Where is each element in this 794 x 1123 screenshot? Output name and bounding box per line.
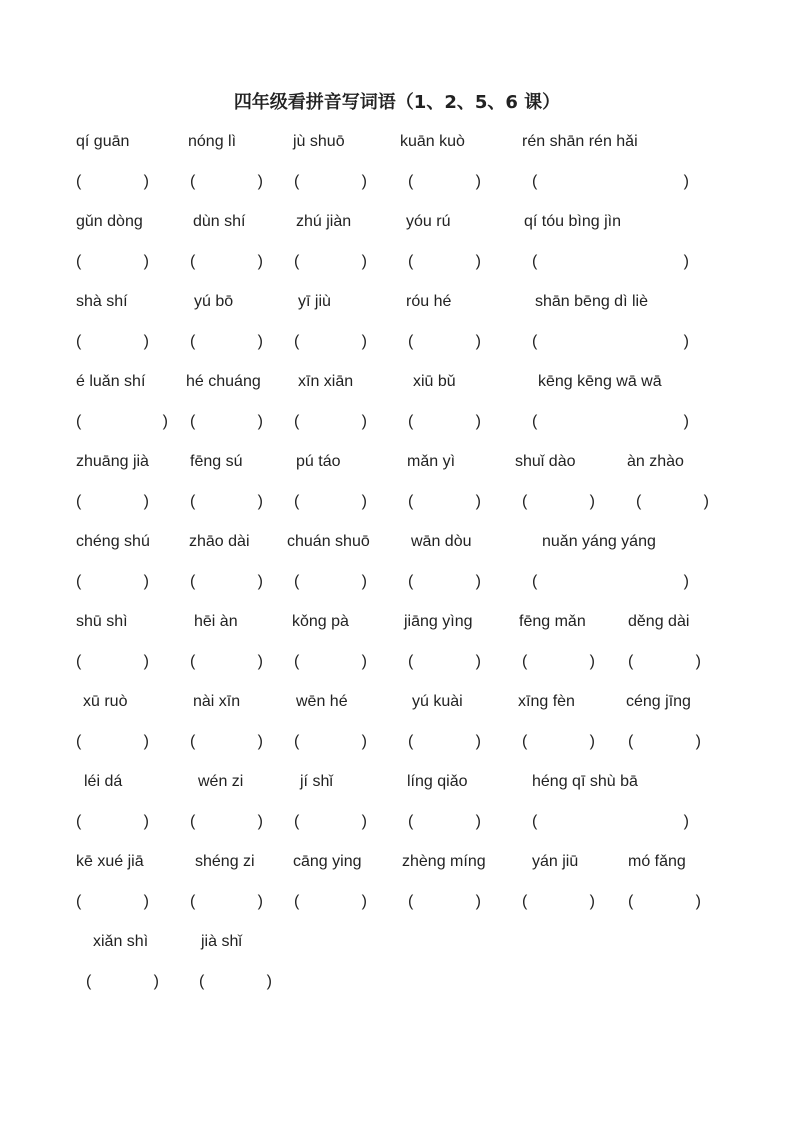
answer-blank[interactable] [190,732,263,752]
pinyin-word: cāng ying [293,853,362,870]
close-bracket: ) [143,813,149,830]
open-bracket: ( [76,493,82,510]
close-bracket: ) [683,573,689,590]
open-bracket: ( [294,253,300,270]
open-bracket: ( [190,573,196,590]
close-bracket: ) [143,573,149,590]
open-bracket: ( [408,813,414,830]
pinyin-word: céng jīng [626,693,691,710]
close-bracket: ) [257,413,263,430]
pinyin-word: shān bēng dì liè [535,293,648,310]
answer-blank[interactable] [76,732,149,752]
answer-blank[interactable] [294,892,367,912]
close-bracket: ) [683,333,689,350]
answer-blank[interactable] [294,412,367,432]
page-title: 四年级看拼音写词语（1、2、5、6 课） [233,92,561,113]
open-bracket: ( [190,813,196,830]
close-bracket: ) [143,253,149,270]
answer-blank[interactable] [76,252,149,272]
close-bracket: ) [683,813,689,830]
pinyin-word: nài xīn [193,693,241,710]
open-bracket: ( [628,893,634,910]
open-bracket: ( [532,253,538,270]
close-bracket: ) [361,253,367,270]
answer-blank[interactable] [532,332,689,352]
answer-blank[interactable] [76,332,149,352]
answer-blank[interactable] [190,652,263,672]
open-bracket: ( [190,733,196,750]
answer-blank[interactable] [408,892,481,912]
open-bracket: ( [408,253,414,270]
close-bracket: ) [361,173,367,190]
open-bracket: ( [76,253,82,270]
pinyin-word: yú kuài [412,693,463,710]
pinyin-word: yī jiù [298,293,331,310]
open-bracket: ( [190,413,196,430]
answer-blank[interactable] [408,652,481,672]
open-bracket: ( [294,813,300,830]
close-bracket: ) [683,413,689,430]
pinyin-word: léi dá [84,773,123,790]
open-bracket: ( [76,893,82,910]
close-bracket: ) [361,573,367,590]
pinyin-word: shà shí [76,293,128,310]
pinyin-word: zhāo dài [189,533,250,550]
close-bracket: ) [143,173,149,190]
pinyin-word: kē xué jiā [76,853,144,870]
answer-blank[interactable] [190,812,263,832]
pinyin-word: róu hé [406,293,452,310]
pinyin-word: dùn shí [193,213,246,230]
close-bracket: ) [143,733,149,750]
answer-blank[interactable] [522,732,595,752]
pinyin-word: mǎn yì [407,453,456,470]
answer-blank[interactable] [408,572,481,592]
pinyin-word: yóu rú [406,213,451,230]
answer-blank[interactable] [190,492,263,512]
close-bracket: ) [475,173,481,190]
pinyin-word: rén shān rén hǎi [522,133,638,150]
close-bracket: ) [475,813,481,830]
open-bracket: ( [76,173,82,190]
close-bracket: ) [153,973,159,990]
open-bracket: ( [294,173,300,190]
close-bracket: ) [361,813,367,830]
close-bracket: ) [257,733,263,750]
pinyin-word: jí shǐ [300,773,333,790]
pinyin-word: wēn hé [296,693,348,710]
answer-blank[interactable] [628,732,701,752]
close-bracket: ) [695,733,701,750]
close-bracket: ) [361,893,367,910]
open-bracket: ( [522,493,528,510]
answer-blank[interactable] [408,812,481,832]
answer-blank[interactable] [76,812,149,832]
open-bracket: ( [408,493,414,510]
pinyin-word: xiū bǔ [413,373,456,390]
answer-blank[interactable] [199,972,272,992]
open-bracket: ( [190,173,196,190]
pinyin-word: hé chuáng [186,373,261,390]
open-bracket: ( [190,893,196,910]
pinyin-word: wén zi [198,773,244,790]
pinyin-word: shū shì [76,613,128,630]
close-bracket: ) [475,733,481,750]
answer-blank[interactable] [522,492,595,512]
open-bracket: ( [532,813,538,830]
answer-blank[interactable] [86,972,159,992]
open-bracket: ( [408,173,414,190]
close-bracket: ) [703,493,709,510]
close-bracket: ) [361,413,367,430]
open-bracket: ( [408,653,414,670]
open-bracket: ( [294,573,300,590]
close-bracket: ) [475,573,481,590]
pinyin-word: hēi àn [194,613,238,630]
answer-blank[interactable] [294,572,367,592]
open-bracket: ( [294,893,300,910]
open-bracket: ( [408,893,414,910]
open-bracket: ( [408,333,414,350]
close-bracket: ) [589,893,595,910]
close-bracket: ) [143,893,149,910]
open-bracket: ( [532,173,538,190]
open-bracket: ( [190,333,196,350]
answer-blank[interactable] [636,492,709,512]
answer-blank[interactable] [76,172,149,192]
answer-blank[interactable] [294,252,367,272]
pinyin-word: zhú jiàn [296,213,352,230]
pinyin-word: xiǎn shì [93,933,149,950]
pinyin-word: wān dòu [411,533,472,550]
close-bracket: ) [257,493,263,510]
answer-blank[interactable] [532,412,689,432]
pinyin-word: xū ruò [83,693,128,710]
answer-blank[interactable] [294,172,367,192]
close-bracket: ) [257,653,263,670]
pinyin-word: àn zhào [627,453,684,470]
pinyin-word: líng qiǎo [407,773,468,790]
close-bracket: ) [589,653,595,670]
open-bracket: ( [408,413,414,430]
answer-blank[interactable] [408,492,481,512]
pinyin-word: yán jiū [532,853,579,870]
close-bracket: ) [683,253,689,270]
open-bracket: ( [294,413,300,430]
close-bracket: ) [695,893,701,910]
answer-blank[interactable] [76,892,149,912]
pinyin-word: nuǎn yáng yáng [542,533,656,550]
close-bracket: ) [475,413,481,430]
close-bracket: ) [361,333,367,350]
open-bracket: ( [628,653,634,670]
open-bracket: ( [628,733,634,750]
close-bracket: ) [683,173,689,190]
close-bracket: ) [361,653,367,670]
open-bracket: ( [86,973,92,990]
answer-blank[interactable] [408,732,481,752]
answer-blank[interactable] [294,732,367,752]
pinyin-word: kēng kēng wā wā [538,373,662,390]
open-bracket: ( [76,653,82,670]
answer-blank[interactable] [190,892,263,912]
close-bracket: ) [143,333,149,350]
open-bracket: ( [532,413,538,430]
open-bracket: ( [76,413,82,430]
close-bracket: ) [143,493,149,510]
open-bracket: ( [408,573,414,590]
answer-blank[interactable] [408,172,481,192]
open-bracket: ( [636,493,642,510]
answer-blank[interactable] [76,492,149,512]
close-bracket: ) [475,493,481,510]
pinyin-word: fēng sú [190,453,243,470]
answer-blank[interactable] [294,332,367,352]
pinyin-word: gǔn dòng [76,213,143,230]
pinyin-word: mó fǎng [628,853,686,870]
close-bracket: ) [475,893,481,910]
pinyin-word: xīn xiān [298,373,354,390]
open-bracket: ( [294,733,300,750]
answer-blank[interactable] [628,652,701,672]
open-bracket: ( [199,973,205,990]
pinyin-word: zhèng míng [402,853,486,870]
pinyin-word: fēng mǎn [519,613,586,630]
pinyin-word: héng qī shù bā [532,773,638,790]
answer-blank[interactable] [294,492,367,512]
pinyin-word: jià shǐ [201,933,242,950]
answer-blank[interactable] [408,412,481,432]
close-bracket: ) [257,253,263,270]
open-bracket: ( [76,573,82,590]
open-bracket: ( [522,733,528,750]
close-bracket: ) [257,573,263,590]
open-bracket: ( [76,733,82,750]
pinyin-word: xīng fèn [518,693,575,710]
answer-blank[interactable] [190,412,263,432]
open-bracket: ( [294,653,300,670]
open-bracket: ( [76,333,82,350]
open-bracket: ( [190,493,196,510]
answer-blank[interactable] [522,652,595,672]
pinyin-word: jù shuō [293,133,345,150]
answer-blank[interactable] [76,652,149,672]
pinyin-word: pú táo [296,453,341,470]
answer-blank[interactable] [190,252,263,272]
answer-blank[interactable] [532,812,689,832]
answer-blank[interactable] [628,892,701,912]
pinyin-word: qí guān [76,133,130,150]
open-bracket: ( [532,573,538,590]
answer-blank[interactable] [408,252,481,272]
answer-blank[interactable] [408,332,481,352]
open-bracket: ( [522,893,528,910]
answer-blank[interactable] [532,252,689,272]
pinyin-word: kuān kuò [400,133,465,150]
answer-blank[interactable] [532,172,689,192]
open-bracket: ( [532,333,538,350]
pinyin-word: shuǐ dào [515,453,576,470]
open-bracket: ( [294,493,300,510]
answer-blank[interactable] [294,652,367,672]
pinyin-word: qí tóu bìng jìn [524,213,621,230]
pinyin-word: nóng lì [188,133,237,150]
close-bracket: ) [695,653,701,670]
pinyin-word: děng dài [628,613,690,630]
pinyin-word: chéng shú [76,533,150,550]
close-bracket: ) [475,653,481,670]
open-bracket: ( [522,653,528,670]
pinyin-word: zhuāng jià [76,453,149,470]
close-bracket: ) [361,733,367,750]
open-bracket: ( [190,653,196,670]
answer-blank[interactable] [190,572,263,592]
close-bracket: ) [589,733,595,750]
pinyin-word: chuán shuō [287,533,370,550]
close-bracket: ) [257,813,263,830]
pinyin-word: é luǎn shí [76,373,146,390]
open-bracket: ( [190,253,196,270]
close-bracket: ) [475,253,481,270]
open-bracket: ( [76,813,82,830]
answer-blank[interactable] [76,572,149,592]
answer-blank[interactable] [294,812,367,832]
close-bracket: ) [475,333,481,350]
close-bracket: ) [257,893,263,910]
close-bracket: ) [266,973,272,990]
answer-blank[interactable] [190,332,263,352]
answer-blank[interactable] [532,572,689,592]
close-bracket: ) [143,653,149,670]
pinyin-word: jiāng yìng [404,613,473,630]
pinyin-word: yú bō [194,293,234,310]
close-bracket: ) [257,173,263,190]
answer-blank[interactable] [522,892,595,912]
answer-blank[interactable] [190,172,263,192]
close-bracket: ) [162,413,168,430]
answer-blank[interactable] [76,412,168,432]
open-bracket: ( [408,733,414,750]
pinyin-word: kǒng pà [292,613,349,630]
pinyin-word: shéng zi [195,853,255,870]
close-bracket: ) [589,493,595,510]
close-bracket: ) [361,493,367,510]
close-bracket: ) [257,333,263,350]
open-bracket: ( [294,333,300,350]
